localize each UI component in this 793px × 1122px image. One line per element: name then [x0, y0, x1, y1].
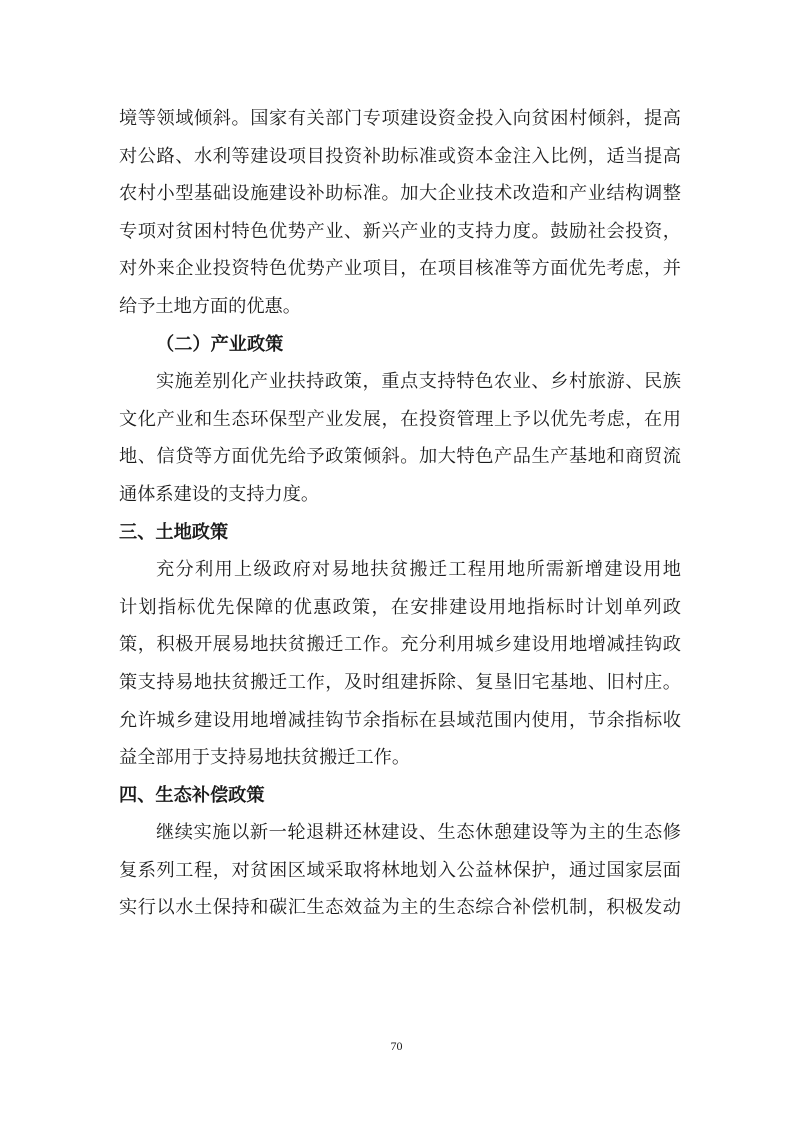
text-line: 对公路、水利等建设项目投资补助标准或资本金注入比例，适当提高 [119, 145, 681, 167]
heading-land-policy: 三、土地政策 [119, 521, 229, 543]
text-line: 农村小型基础设施建设补助标准。加大企业技术改造和产业结构调整 [119, 183, 681, 205]
text-line: 专项对贫困村特色优势产业、新兴产业的支持力度。鼓励社会投资， [119, 220, 681, 242]
text-line: 地、信贷等方面优先给予政策倾斜。加大特色产品生产基地和商贸流 [119, 446, 681, 468]
page-number: 70 [390, 1039, 403, 1053]
document-page [119, 100, 681, 927]
text-line: 通体系建设的支持力度。 [119, 483, 320, 505]
paragraph-industry-policy [119, 363, 681, 513]
text-line: 计划指标优先保障的优惠政策，在安排建设用地指标时计划单列政 [119, 596, 681, 618]
heading-eco-compensation-policy: 四、生态补偿政策 [119, 784, 265, 806]
text-line: 对外来企业投资特色优势产业项目，在项目核准等方面优先考虑，并 [119, 258, 681, 280]
paragraph-investment-continued [119, 100, 681, 326]
text-line: 策，积极开展易地扶贫搬迁工作。充分利用城乡建设用地增减挂钩政 [119, 634, 681, 656]
text-line: 境等领域倾斜。国家有关部门专项建设资金投入向贫困村倾斜，提高 [119, 108, 681, 129]
text-line: 策支持易地扶贫搬迁工作，及时组建拆除、复垦旧宅基地、旧村庄。 [119, 671, 681, 693]
text-line: 继续实施以新一轮退耕还林建设、生态休憩建设等为主的生态修 [156, 822, 681, 844]
text-line: 给予土地方面的优惠。 [119, 295, 301, 317]
text-line: 益全部用于支持易地扶贫搬迁工作。 [119, 747, 411, 769]
text-line: 实施差别化产业扶持政策，重点支持特色农业、乡村旅游、民族 [156, 371, 681, 393]
paragraph-eco-compensation-policy [119, 814, 681, 927]
text-line: 充分利用上级政府对易地扶贫搬迁工程用地所需新增建设用地 [156, 559, 681, 581]
heading-industry-policy: （二）产业政策 [156, 333, 284, 355]
text-line: 允许城乡建设用地增减挂钩节余指标在县域范围内使用，节余指标收 [119, 709, 681, 731]
text-line: 文化产业和生态环保型产业发展，在投资管理上予以优先考虑，在用 [119, 408, 681, 430]
paragraph-land-policy [119, 551, 681, 777]
text-line: 复系列工程，对贫困区域采取将林地划入公益林保护，通过国家层面 [119, 859, 681, 881]
text-line: 实行以水土保持和碳汇生态效益为主的生态综合补偿机制，积极发动 [119, 897, 681, 919]
